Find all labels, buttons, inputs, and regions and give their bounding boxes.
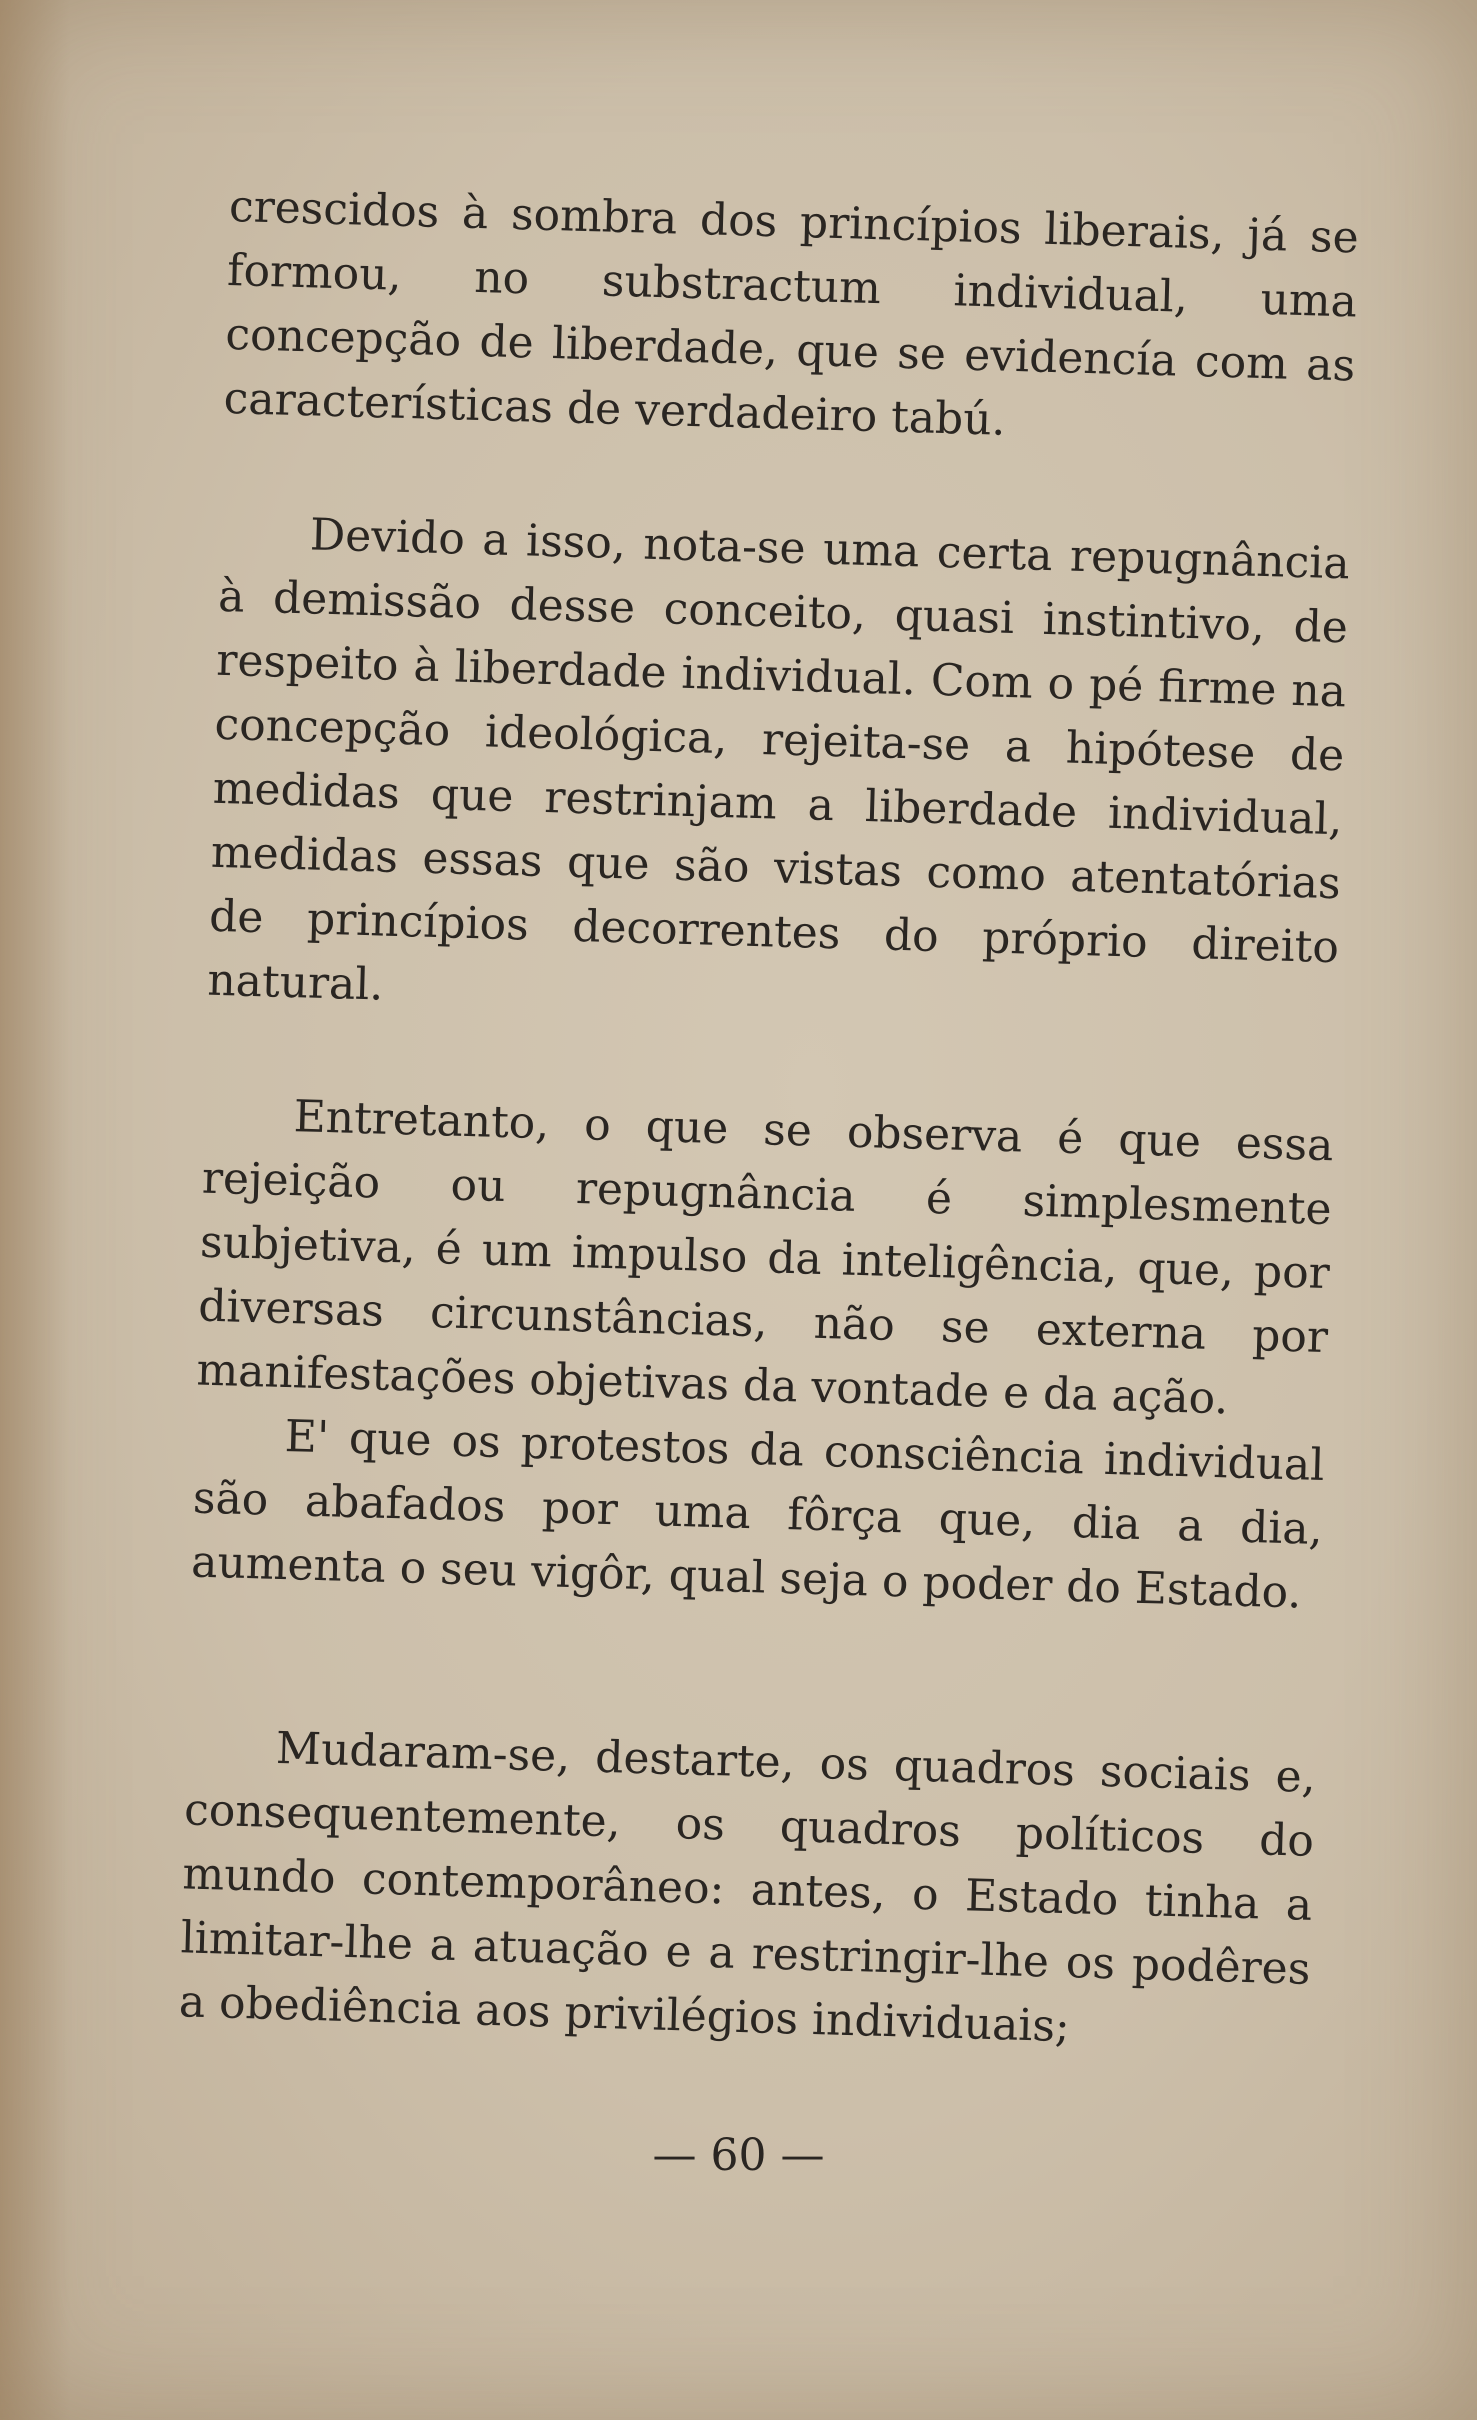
page-number: — 60 —: [652, 2130, 825, 2181]
paragraph-1: crescidos à sombra dos princípios liberais, já se formou, no substractum individual, uma concepção de liberdade, que se evidencía com as características de verdadeiro tabú.: [223, 180, 1360, 446]
page-edge-shadow: [0, 0, 70, 2420]
paragraph-4: E' que os protestos da consciência individual são abafados por uma fôrça que, dia a dia, aumenta o seu vigôr, qual seja o poder do Estado.: [190, 1411, 1326, 1619]
paragraph-5: Mudaram-se, destarte, os quadros sociais e, consequentemente, os quadros políticos do mundo contemporâneo: antes, o Estado tinha a limitar-lhe a atuação e a restringir-lhe os podêres a obediência aos privilégios individuais;: [178, 1722, 1317, 2053]
page-body-text: [178, 175, 1359, 2066]
paragraph-3: Entretanto, o que se observa é que essa rejeição ou repugnância é simplesmente subjetiva, é um impulso da inteligência, que, por diversas circunstâncias, não se externa por manifestações objetivas da vontade e da ação.: [195, 1091, 1335, 1425]
paragraph-2: Devido a isso, nota-se uma certa repugnância à demissão desse conceito, quasi instintivo, de respeito à liberdade individual. Com o pé firme na concepção ideológica, rejeita-se a hipótese de medidas que restrinjam a liberdade individual, medidas essas que são vistas como atentatórias de princípios decorrentes do próprio direito natural.: [206, 509, 1351, 1011]
